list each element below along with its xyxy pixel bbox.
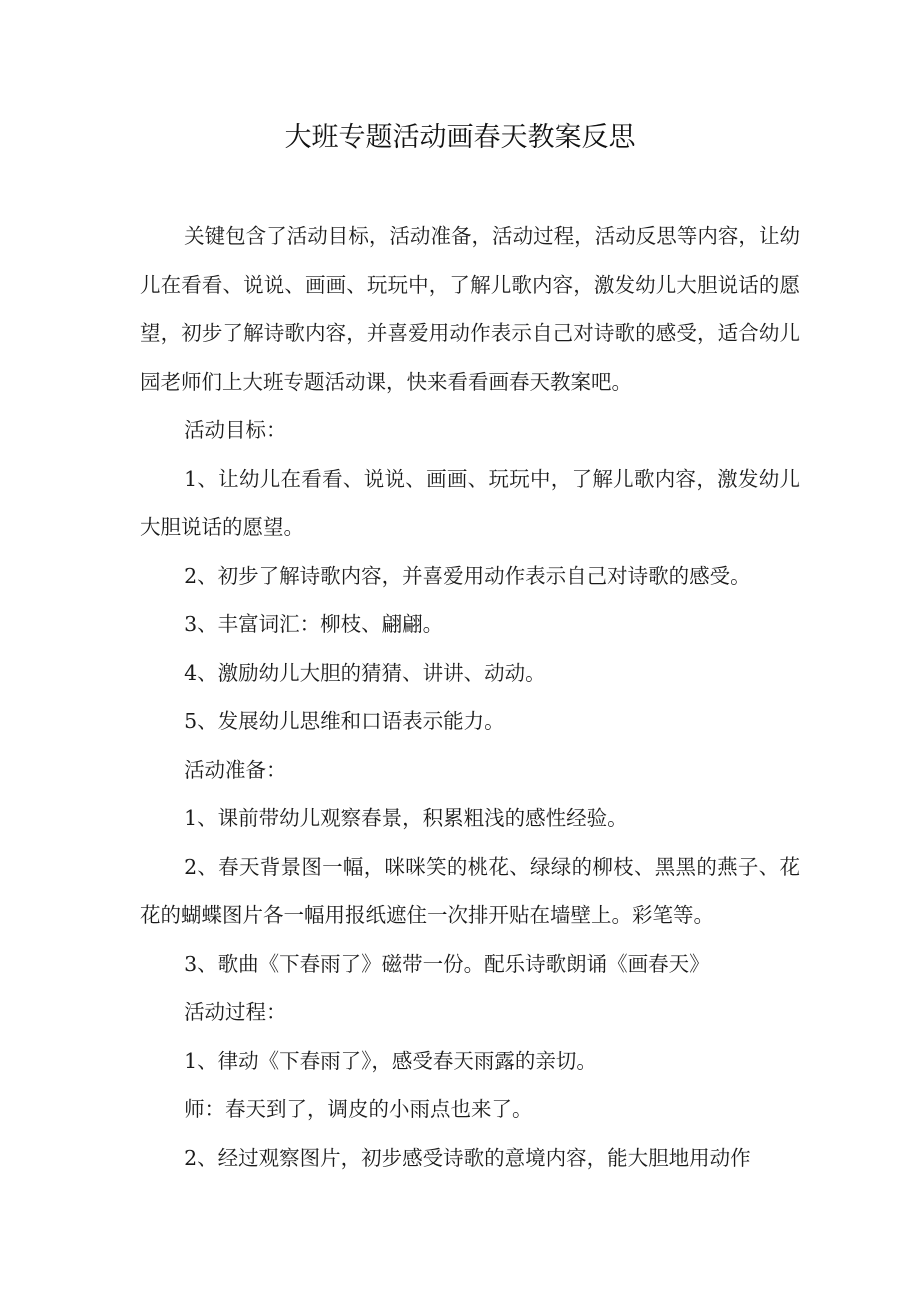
- section-heading-process: 活动过程：: [184, 1000, 287, 1024]
- teacher-line: 师：春天到了，调皮的小雨点也来了。: [184, 1097, 533, 1121]
- document-title: 大班专题活动画春天教案反思: [284, 122, 636, 153]
- section-heading-preparation: 活动准备：: [184, 757, 287, 782]
- list-item: 1、课前带幼儿观察春景，积累粗浅的感性经验。: [184, 806, 628, 830]
- list-item: 3、歌曲《下春雨了》磁带一份。配乐诗歌朗诵《画春天》: [184, 951, 710, 976]
- list-item: 1、让幼儿在看看、说说、画画、玩玩中，了解儿歌内容，激发幼儿大胆说话的愿望。: [140, 466, 800, 539]
- list-item: 2、春天背景图一幅，咪咪笑的桃花、绿绿的柳枝、黑黑的燕子、花花的蝴蝶图片各一幅用报纸遮住一次排开贴在墙壁上。彩笔等。: [140, 854, 800, 927]
- document-body: [140, 212, 800, 1182]
- list-item: 4、激励幼儿大胆的猜猜、讲讲、动动。: [184, 660, 546, 685]
- section-heading-goals: 活动目标：: [184, 418, 287, 442]
- intro-paragraph: 关键包含了活动目标，活动准备，活动过程，活动反思等内容，让幼儿在看看、说说、画画、玩玩中，了解儿歌内容，激发幼儿大胆说话的愿望，初步了解诗歌内容，并喜爱用动作表示自己对诗歌的感受，适合幼儿园老师们上大班专题活动课，快来看看画春天教案吧。: [140, 224, 800, 394]
- list-item: 2、初步了解诗歌内容，并喜爱用动作表示自己对诗歌的感受。: [184, 563, 751, 588]
- list-item: 5、发展幼儿思维和口语表示能力。: [184, 709, 505, 733]
- list-item: 3、丰富词汇：柳枝、翩翩。: [184, 612, 444, 636]
- list-item: 1、律动《下春雨了》，感受春天雨露的亲切。: [184, 1048, 597, 1073]
- list-item: 2、经过观察图片，初步感受诗歌的意境内容，能大胆地用动作: [184, 1145, 751, 1170]
